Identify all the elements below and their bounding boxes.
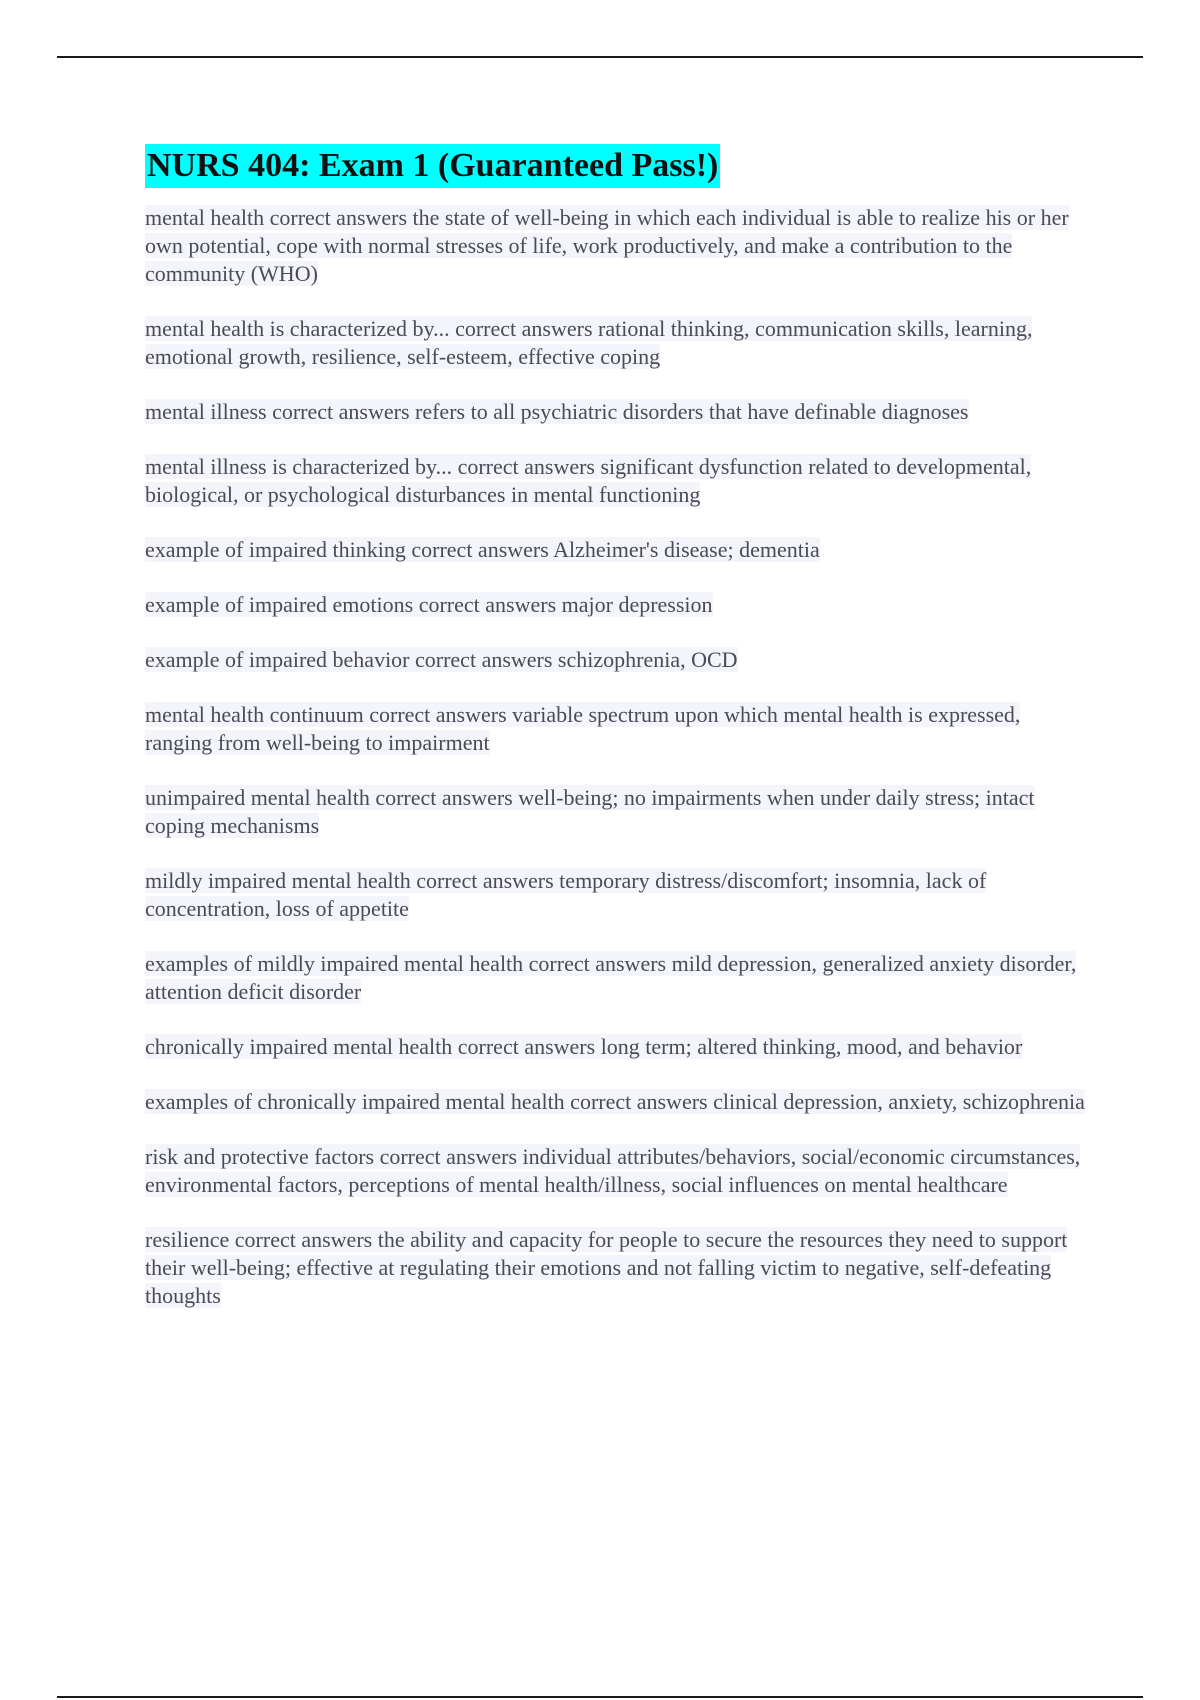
list-item bbox=[145, 867, 1090, 923]
entry-text: mental illness is characterized by... correct answers significant dysfunction related to developmental, biological, or psychological disturbances in mental functioning bbox=[145, 454, 1032, 507]
list-item bbox=[145, 1226, 1090, 1310]
entry-list bbox=[145, 204, 1090, 1310]
list-item bbox=[145, 1088, 1090, 1116]
entry-text: example of impaired behavior correct answers schizophrenia, OCD bbox=[145, 647, 738, 672]
list-item bbox=[145, 646, 1090, 674]
list-item bbox=[145, 701, 1090, 757]
entry-text: examples of chronically impaired mental health correct answers clinical depression, anxiety, schizophrenia bbox=[145, 1089, 1085, 1114]
list-item bbox=[145, 398, 1090, 426]
entry-text: mildly impaired mental health correct answers temporary distress/discomfort; insomnia, lack of concentration, loss of appetite bbox=[145, 868, 987, 921]
bottom-rule bbox=[57, 1696, 1143, 1698]
entry-text: unimpaired mental health correct answers well-being; no impairments when under daily stress; intact coping mechanisms bbox=[145, 785, 1035, 838]
entry-text: mental health is characterized by... correct answers rational thinking, communication skills, learning, emotional growth, resilience, self-esteem, effective coping bbox=[145, 316, 1033, 369]
list-item bbox=[145, 204, 1090, 288]
list-item bbox=[145, 591, 1090, 619]
entry-text: chronically impaired mental health correct answers long term; altered thinking, mood, and behavior bbox=[145, 1034, 1023, 1059]
document-body bbox=[145, 144, 1090, 1337]
entry-text: mental health continuum correct answers variable spectrum upon which mental health is expressed, ranging from well-being to impairment bbox=[145, 702, 1021, 755]
entry-text: example of impaired thinking correct answers Alzheimer's disease; dementia bbox=[145, 537, 820, 562]
list-item bbox=[145, 784, 1090, 840]
list-item bbox=[145, 453, 1090, 509]
list-item bbox=[145, 1143, 1090, 1199]
entry-text: examples of mildly impaired mental health correct answers mild depression, generalized anxiety disorder, attention deficit disorder bbox=[145, 951, 1077, 1004]
top-rule bbox=[57, 56, 1143, 58]
entry-text: risk and protective factors correct answers individual attributes/behaviors, social/economic circumstances, environmental factors, perceptions of mental health/illness, social influences on mental healthcare bbox=[145, 1144, 1081, 1197]
document-title: NURS 404: Exam 1 (Guaranteed Pass!) bbox=[145, 144, 720, 188]
entry-text: example of impaired emotions correct answers major depression bbox=[145, 592, 713, 617]
list-item bbox=[145, 536, 1090, 564]
list-item bbox=[145, 1033, 1090, 1061]
list-item bbox=[145, 950, 1090, 1006]
entry-text: mental health correct answers the state of well-being in which each individual is able to realize his or her own potential, cope with normal stresses of life, work productively, and make a contribution to the community (WHO) bbox=[145, 205, 1069, 286]
entry-text: mental illness correct answers refers to all psychiatric disorders that have definable diagnoses bbox=[145, 399, 969, 424]
list-item bbox=[145, 315, 1090, 371]
entry-text: resilience correct answers the ability and capacity for people to secure the resources they need to support their well-being; effective at regulating their emotions and not falling victim to negative, self-defeating thoughts bbox=[145, 1227, 1068, 1308]
